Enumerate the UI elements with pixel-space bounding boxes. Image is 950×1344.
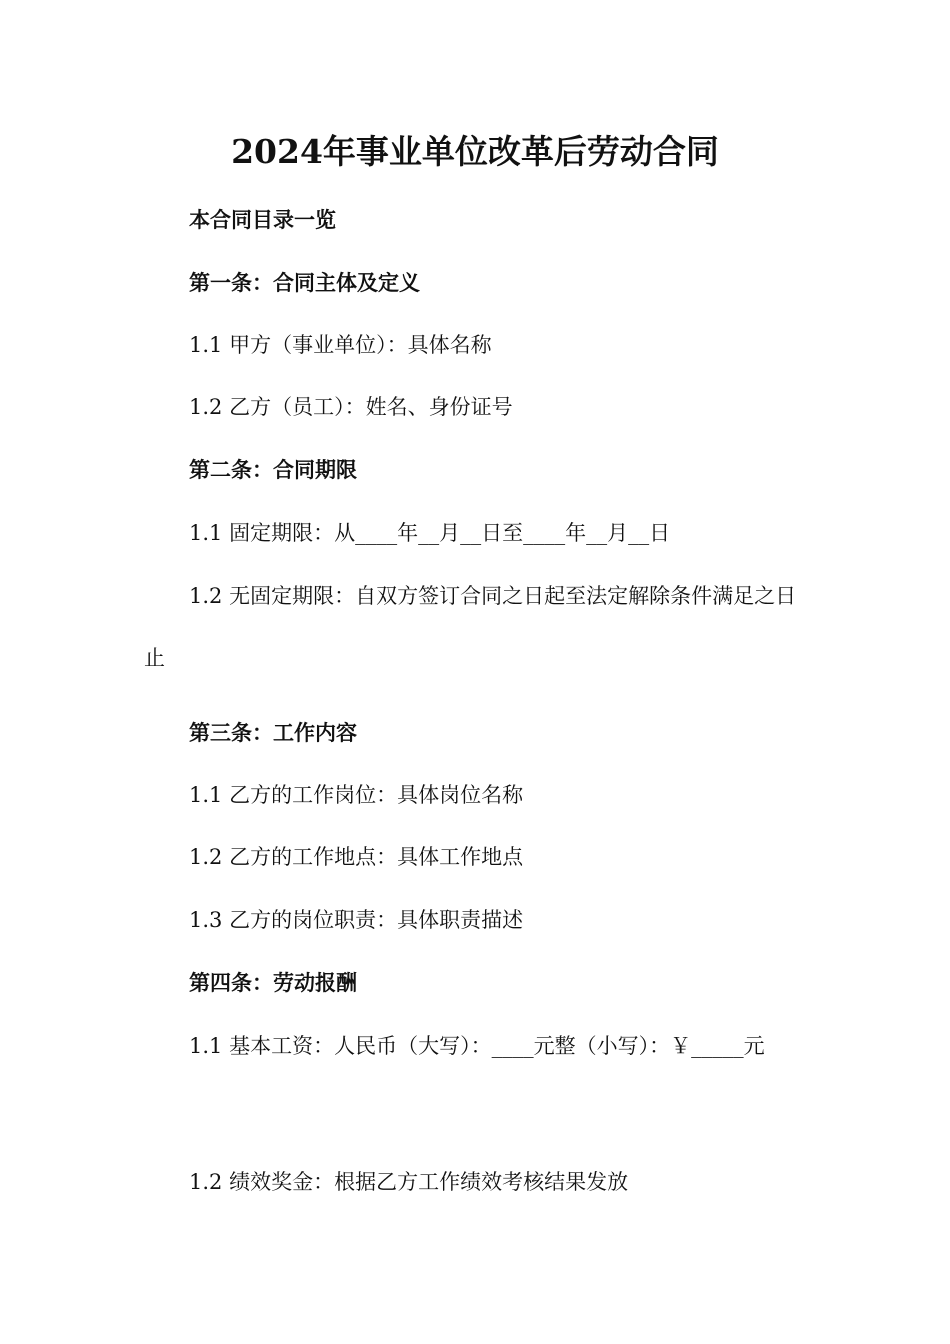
clause-3-1: 1.1 乙方的工作岗位：具体岗位名称 [189, 783, 524, 807]
clause-4-1: 1.1 基本工资：人民币（大写）：____元整（小写）：￥_____元 [189, 1034, 765, 1058]
clause-2-1: 1.1 固定期限：从____年__月__日至____年__月__日 [189, 521, 671, 545]
clause-2-2: 1.2 无固定期限：自双方签订合同之日起至法定解除条件满足之日止 [144, 584, 797, 670]
clause-1-1: 1.1 甲方（事业单位）：具体名称 [189, 333, 492, 357]
section-heading-4: 第四条：劳动报酬 [189, 970, 357, 995]
clause-1-2: 1.2 乙方（员工）：姓名、身份证号 [189, 395, 513, 419]
clause-3-3: 1.3 乙方的岗位职责：具体职责描述 [189, 908, 524, 932]
clause-3-2: 1.2 乙方的工作地点：具体工作地点 [189, 845, 524, 869]
section-heading-3: 第三条：工作内容 [189, 720, 357, 745]
section-heading-2: 第二条：合同期限 [189, 457, 357, 482]
document-title: 2024年事业单位改革后劳动合同 [231, 132, 719, 171]
toc-heading: 本合同目录一览 [189, 207, 336, 232]
section-heading-1: 第一条：合同主体及定义 [189, 270, 420, 295]
clause-4-2: 1.2 绩效奖金：根据乙方工作绩效考核结果发放 [189, 1170, 629, 1194]
